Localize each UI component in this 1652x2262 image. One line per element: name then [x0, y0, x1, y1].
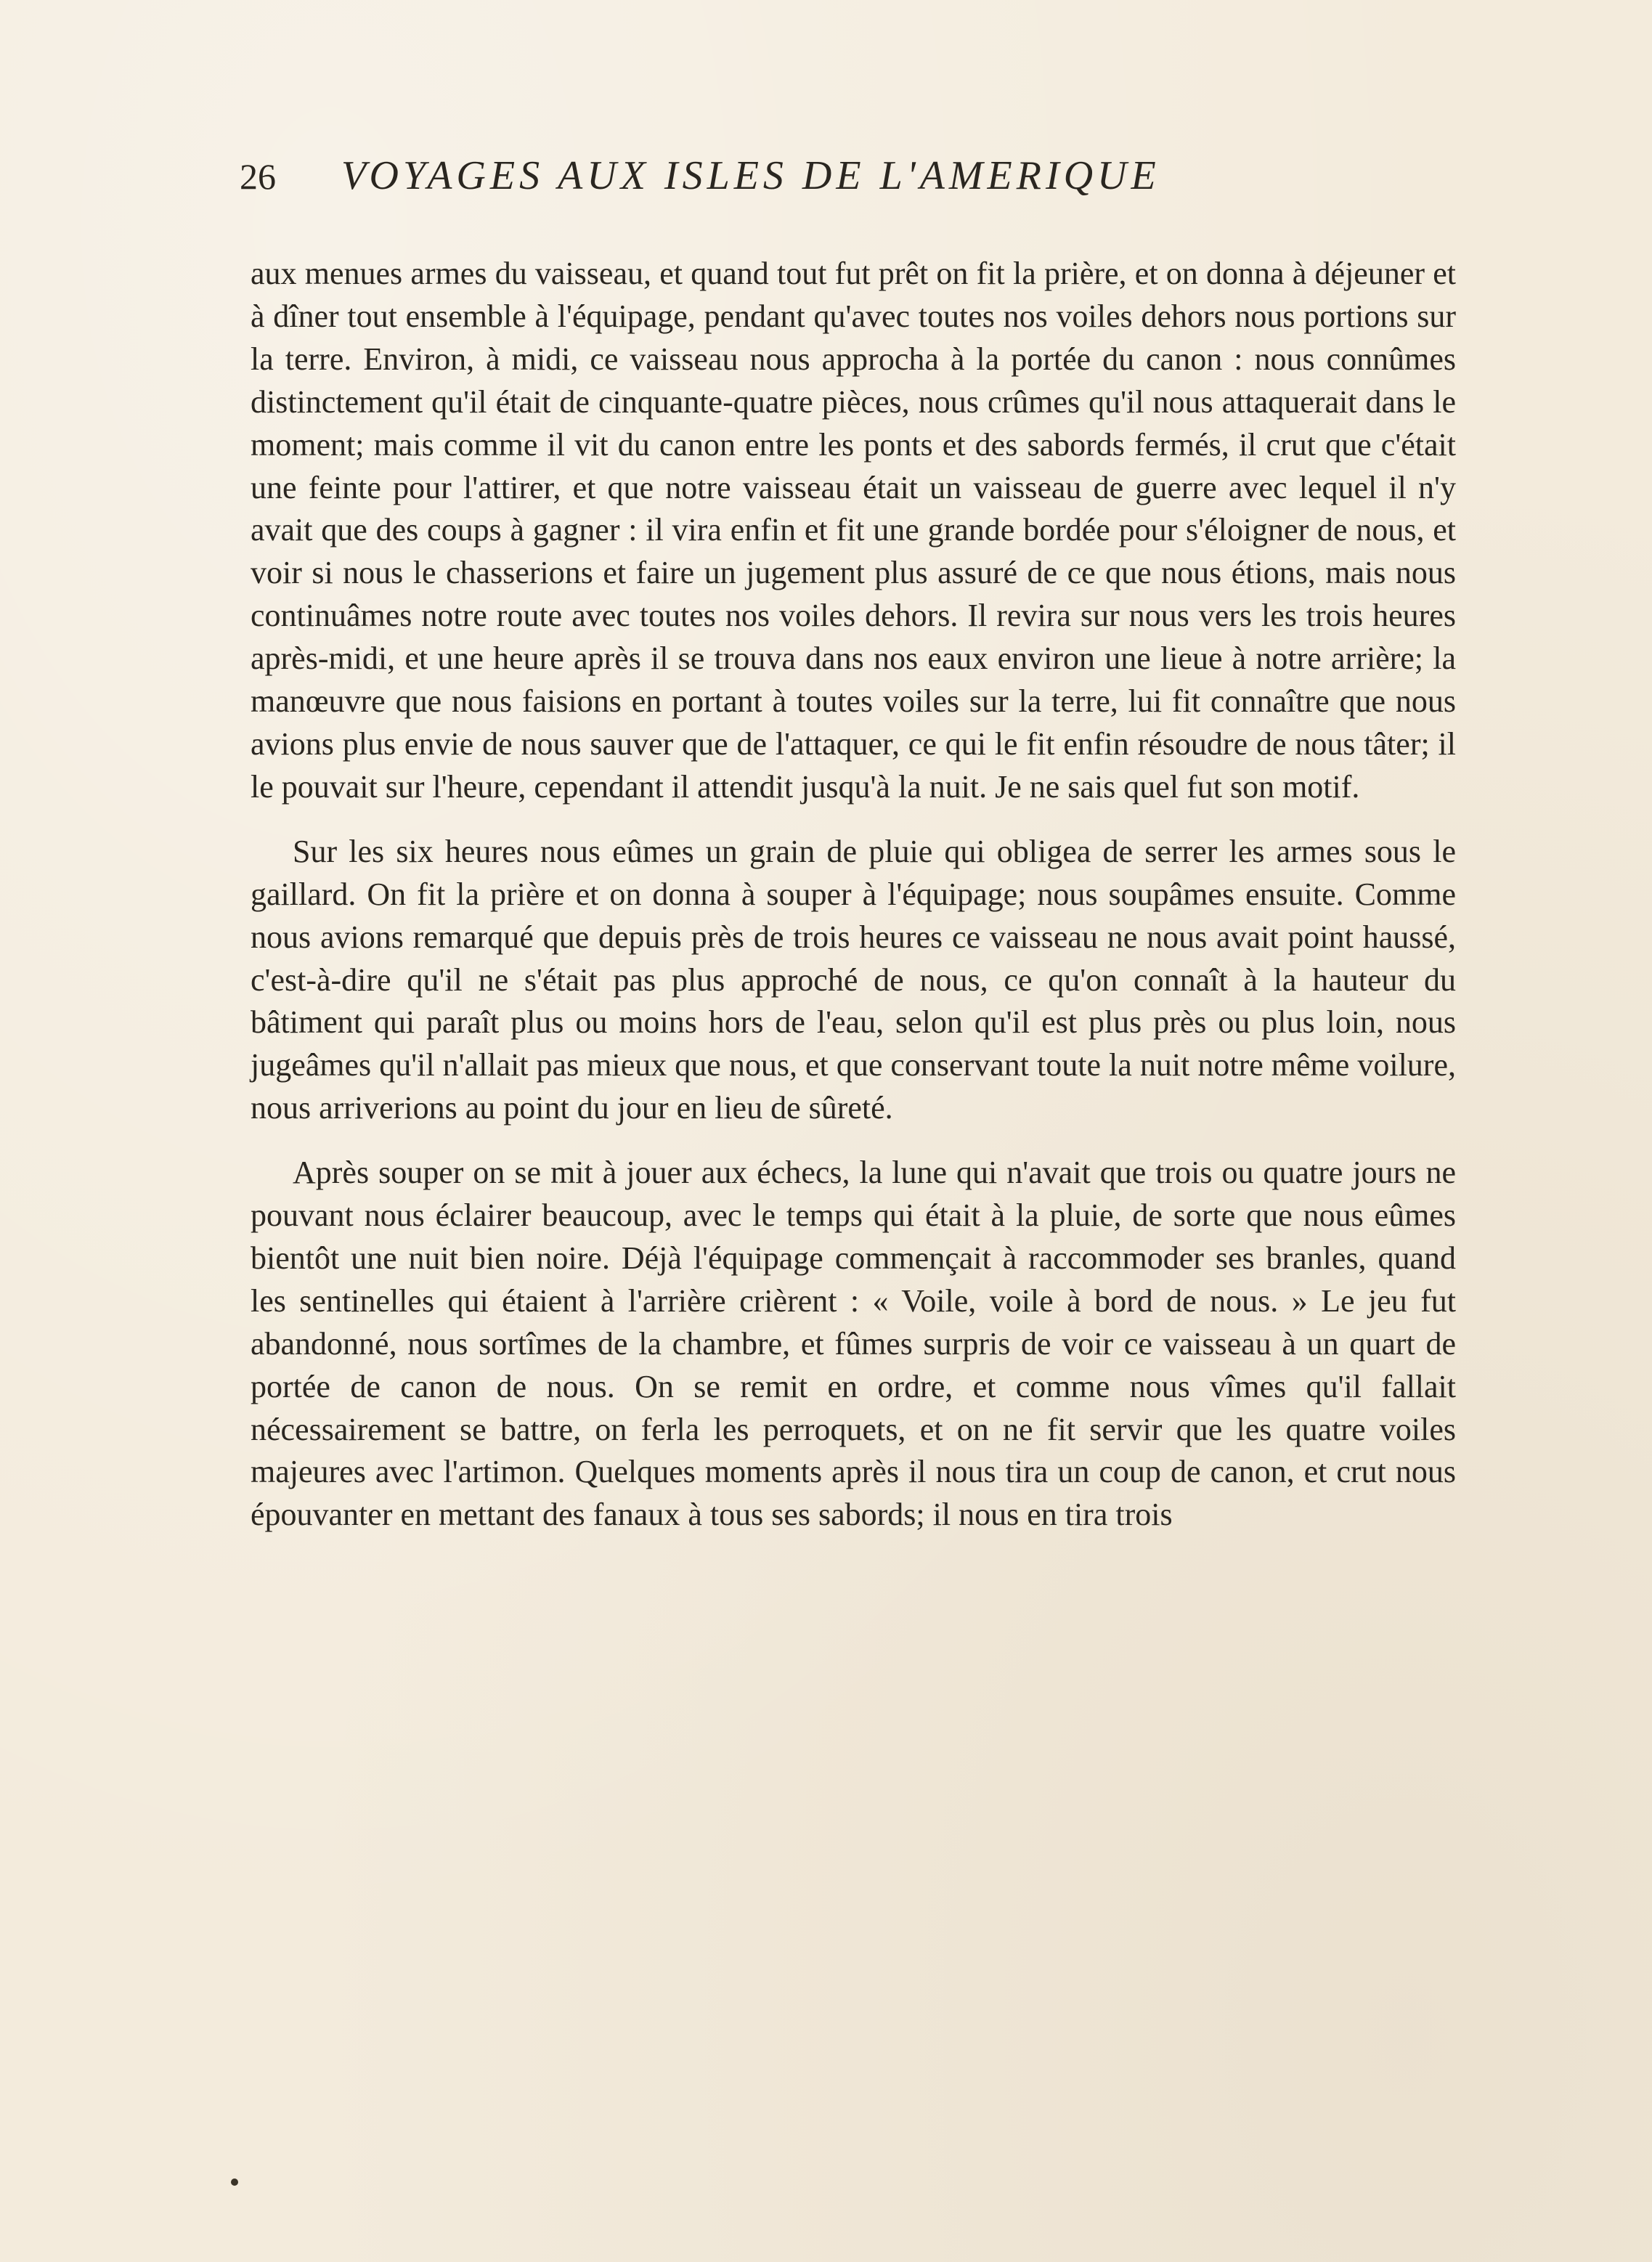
paper-speck	[231, 2178, 238, 2186]
paragraph-1: aux menues armes du vaisseau, et quand tout fut prêt on fit la prière, et on donna à déjeuner et à dîner tout ensemble à l'équipage, pendant qu'avec toutes nos voiles dehors nous portions sur la terre. Environ, à midi, ce vaisseau nous approcha à la portée du canon : nous connûmes distinctement qu'il était de cinquante-quatre pièces, nous crûmes qu'il nous attaquerait dans le moment; mais comme il vit du canon entre les ponts et des sabords fermés, il crut que c'était une feinte pour l'attirer, et que notre vaisseau était un vaisseau de guerre avec lequel il n'y avait que des coups à gagner : il vira enfin et fit une grande bordée pour s'éloigner de nous, et voir si nous le chasserions et faire un jugement plus assuré de ce que nous étions, mais nous continuâmes notre route avec toutes nos voiles dehors. Il revira sur nous vers les trois heures après-midi, et une heure après il se trouva dans nos eaux environ une lieue à notre arrière; la manœuvre que nous faisions en portant à toutes voiles sur la terre, lui fit connaître que nous avions plus envie de nous sauver que de l'attaquer, ce qui le fit enfin résoudre de nous tâter; il le pouvait sur l'heure, cependant il attendit jusqu'à la nuit. Je ne sais quel fut son motif.	[251, 256, 1456, 805]
running-head	[240, 152, 1431, 203]
paragraph-2: Sur les six heures nous eûmes un grain de pluie qui obligea de serrer les armes sous le gaillard. On fit la prière et on donna à souper à l'équipage; nous soupâmes ensuite. Comme nous avions remarqué que depuis près de trois heures ce vaisseau ne nous avait point haussé, c'est-à-dire qu'il ne s'était pas plus approché de nous, ce qu'on connaît à la hauteur du bâtiment qui paraît plus ou moins hors de l'eau, selon qu'il est plus près ou plus loin, nous jugeâmes qu'il n'allait pas mieux que nous, et que conservant toute la nuit notre même voilure, nous arriverions au point du jour en lieu de sûreté.	[251, 833, 1456, 1126]
body-text	[251, 253, 1456, 1558]
page-number: 26	[240, 156, 276, 197]
running-title: VOYAGES AUX ISLES DE L'AMERIQUE	[341, 153, 1160, 198]
paragraph-3: Après souper on se mit à jouer aux échecs, la lune qui n'avait que trois ou quatre jours ne pouvant nous éclairer beaucoup, avec le temps qui était à la pluie, de sorte que nous eûmes bientôt une nuit bien noire. Déjà l'équipage commençait à raccommoder ses branles, quand les sentinelles qui étaient à l'arrière crièrent : « Voile, voile à bord de nous. » Le jeu fut abandonné, nous sortîmes de la chambre, et fûmes surpris de voir ce vaisseau à un quart de portée de canon de nous. On se remit en ordre, et comme nous vîmes qu'il fallait nécessairement se battre, on ferla les perroquets, et on ne fit servir que les quatre voiles majeures avec l'artimon. Quelques moments après il nous tira un coup de canon, et crut nous épouvanter en mettant des fanaux à tous ses sabords; il nous en tira trois	[251, 1155, 1456, 1533]
